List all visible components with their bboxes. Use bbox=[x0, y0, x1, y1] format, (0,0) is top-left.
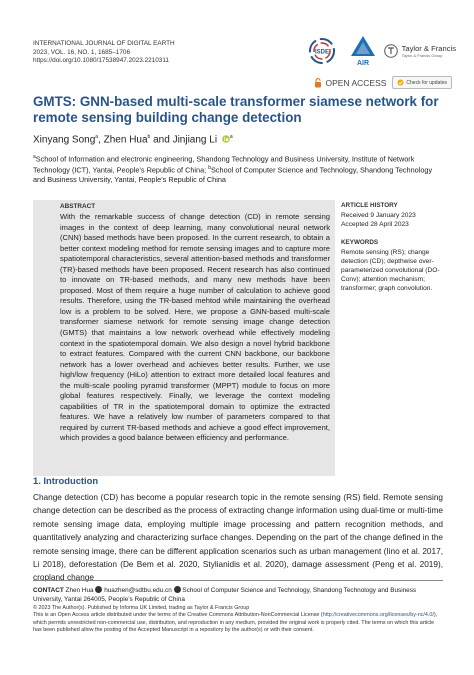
check-updates-button[interactable] bbox=[392, 76, 452, 89]
taylor-francis-icon bbox=[384, 44, 398, 58]
contact-name: Zhen Hua bbox=[65, 587, 94, 594]
introduction-heading: 1. Introduction bbox=[33, 475, 99, 486]
author-name[interactable]: Jinjiang Li bbox=[172, 134, 218, 146]
isde-logo bbox=[302, 36, 342, 66]
copyright-line: © 2023 The Author(s). Published by Informa UK Limited, trading as Taylor & Francis Group bbox=[33, 605, 250, 611]
article-history-heading: ARTICLE HISTORY bbox=[341, 202, 398, 209]
journal-volume: 2023, VOL. 16, NO. 1, 1685–1706 bbox=[33, 48, 130, 56]
abstract-text: With the remarkable success of change detection (CD) in remote sensing images in the context of deep learning, many convolutional neural network (CNN) based methods have been proposed. In the current research, to obtain a better context modeling method for remote sensing images and to capture more spatiotemporal characteristics, several attention-based methods and transformer (TR)-based methods have been proposed. Recent research has also continued to innovate on TR-based methods, and many new methods have been proposed. Most of them require a huge number of calculation to achieve good results. Therefore, using the TR-based mehtod while maintaining the overhead low is a problem to be solved. Here, we propose a GNN-based multi-scale transformer siamese network for remote sensing image change detection (GMTS) that maintains a low network overhead while effectively modeling context in the spatiotemporal domain. We also design a novel hybrid backbone to extract features. Compared with the current CNN backbone, our backbone network has a lower overhead and achieves better results. Further, we use high/low frequency (HiLo) attention to extract more detailed local features and the multi-scale pooling pyramid transformer (MPPT) module to focus on more global features respectively. Finally, we leverage the context modeling capabilities of TR in the spatiotemporal domain to optimize the extracted features. We have a relatively low number of parameters compared to that required by current TR-based methods and achieve a good effect improvement, which provides a good balance between efficiency and performance. bbox=[60, 212, 330, 443]
keywords bbox=[341, 238, 451, 293]
affiliation-sup: a bbox=[33, 154, 36, 160]
author-name[interactable]: Zhen Hua bbox=[103, 134, 148, 146]
introduction-text: Change detection (CD) has become a popular research topic in the remote sensing (RS) field. Remote sensing change detection can be described as the process of extracting change information using dual-time or multi-time remote sensing image data, employing multiple image processing and pattern recognition methods, and quantitatively analyzing and characterizing surface changes. Depending on the part of the change defined in the remote sensing image, there can be different application scenarios such as urban management (Iino et al. 2017, Li 2018), deforestation (De Bem et al. 2020, Stylianidis et al. 2020), damage assessment (Peng et al. 2019), cropland change bbox=[33, 493, 443, 583]
author-sup: a bbox=[95, 134, 99, 140]
taylor-francis-logo bbox=[384, 44, 456, 58]
keywords-text: Remote sensing (RS); change detection (CD); depthwise over-parameterized convolutional (DO-Conv); attention mechanism; transformer; graph convolution. bbox=[341, 249, 440, 292]
address-icon bbox=[174, 586, 181, 593]
affiliations bbox=[33, 153, 443, 185]
author-name[interactable]: Xinyang Song bbox=[33, 134, 96, 146]
open-access-badge bbox=[314, 78, 386, 88]
footer-divider bbox=[33, 580, 443, 581]
contact-email[interactable]: huazhen@sdtbu.edu.cn bbox=[104, 587, 172, 594]
check-updates-label: Check for updates bbox=[406, 79, 447, 86]
article-history bbox=[341, 201, 451, 229]
journal-doi[interactable]: https://doi.org/10.1080/17538947.2023.2210311 bbox=[33, 57, 169, 65]
orcid-icon[interactable] bbox=[222, 135, 230, 143]
license-text: This is an Open Access article distributed under the terms of the Creative Commons Attribution-NonCommercial License ( bbox=[33, 612, 323, 619]
license-notice bbox=[33, 605, 443, 634]
author-separator: and bbox=[150, 134, 173, 146]
journal-header bbox=[33, 40, 175, 66]
open-access-label: OPEN ACCESS bbox=[325, 77, 387, 88]
open-lock-icon bbox=[314, 78, 322, 88]
journal-name: INTERNATIONAL JOURNAL OF DIGITAL EARTH bbox=[33, 40, 175, 47]
affiliation-sup: b bbox=[208, 165, 212, 172]
logo-strip bbox=[302, 34, 456, 68]
affiliation-text: School of Computer Science and Technology, Shandong Technology and Business University, Yantai, People’s Republic of China bbox=[33, 165, 433, 185]
article-title: GMTS: GNN-based multi-scale transformer siamese network for remote sensing building change detection bbox=[33, 94, 439, 125]
accepted-date: Accepted 28 April 2023 bbox=[341, 221, 409, 228]
author-list bbox=[33, 134, 233, 145]
received-date: Received 9 January 2023 bbox=[341, 212, 416, 219]
publisher-sub: Taylor & Francis Group bbox=[401, 53, 443, 58]
isde-text: ISDE bbox=[314, 49, 329, 56]
author-sup: a bbox=[229, 134, 233, 140]
license-link[interactable]: http://creativecommons.org/licenses/by-nc/4.0/ bbox=[322, 612, 434, 619]
keywords-heading: KEYWORDS bbox=[341, 239, 379, 246]
publisher-name: Taylor & Francis bbox=[401, 44, 456, 53]
abstract-heading: ABSTRACT bbox=[60, 203, 96, 210]
license-text-cont: ), which permits unrestricted non-commercial use, distribution, and reproduction in any medium, provided the original work is properly cited. The terms on which this article has been published allow the posting of the Accepted Manuscript in a repository by the author(s) or with their consent. bbox=[33, 612, 438, 633]
contact-info bbox=[33, 586, 443, 604]
email-icon bbox=[95, 586, 102, 593]
author-separator: , bbox=[98, 134, 104, 146]
author-sup: b bbox=[147, 134, 151, 140]
air-text: AIR bbox=[356, 60, 369, 67]
check-updates-icon bbox=[397, 79, 404, 86]
contact-address: School of Computer Science and Technology, Shandong Technology and Business University, Yantai 264005, People’s Republic of China bbox=[33, 587, 417, 603]
contact-label: CONTACT bbox=[33, 587, 64, 594]
access-row bbox=[314, 76, 452, 89]
air-logo bbox=[348, 34, 378, 68]
affiliation-text: School of Information and electronic engineering, Shandong Technology and Business University, Institute of Network Technology (ICT), Yantai, People’s Republic of China; bbox=[33, 154, 415, 175]
